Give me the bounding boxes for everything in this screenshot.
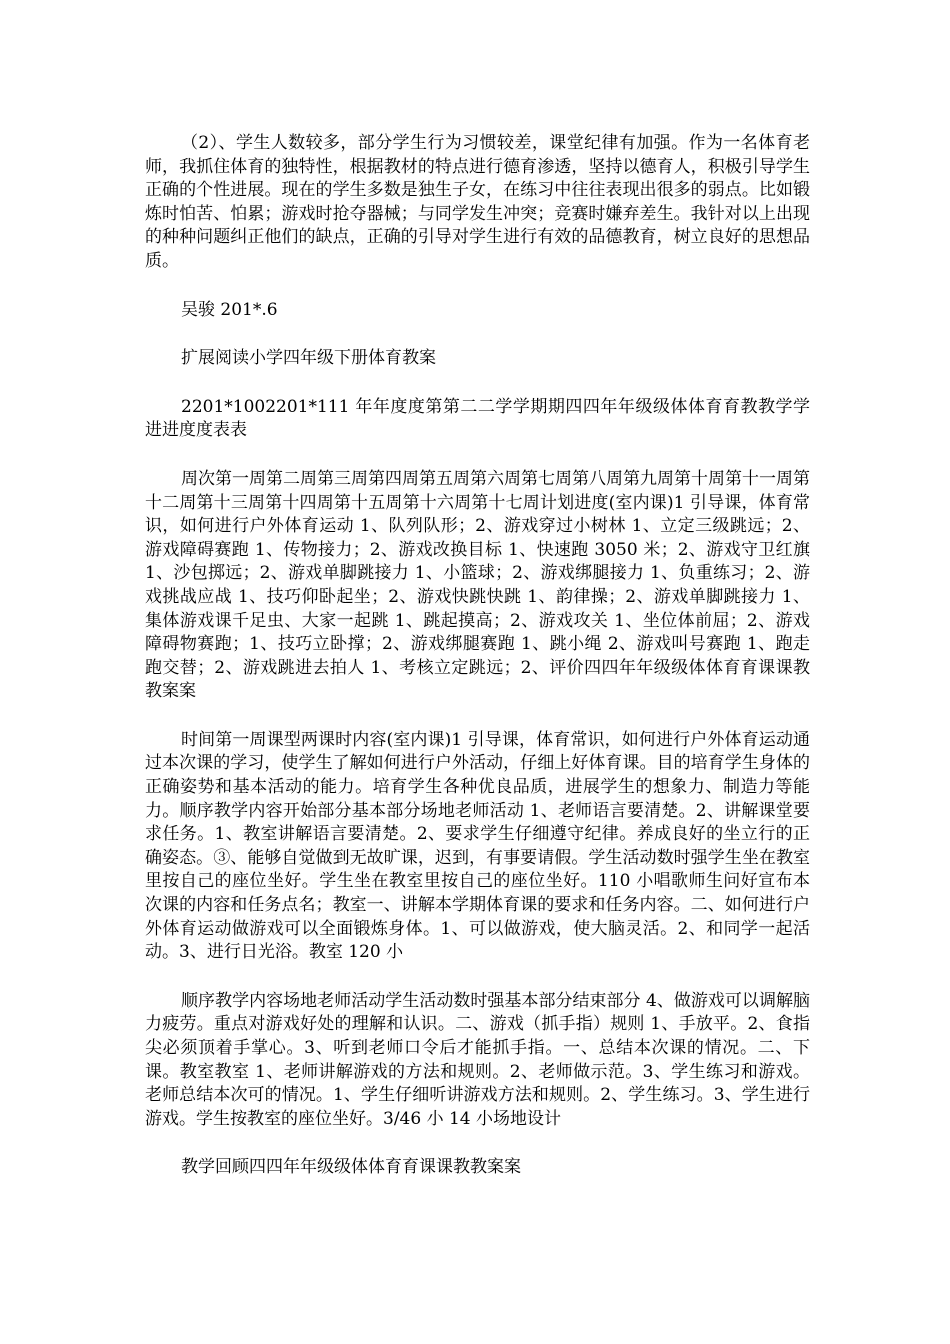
paragraph-schedule-title: 2201*1002201*111 年年度度第第二二学学期期四四年年级级体体育育教教学学进进度度表表 [145, 396, 810, 441]
paragraph-extended-reading-title: 扩展阅读小学四年级下册体育教案 [181, 348, 436, 369]
paragraph-teaching-review: 教学回顾四四年年级级体体育育课课教教案案 [181, 1157, 521, 1178]
paragraph-first-week-lesson: 时间第一周课型两课时内容(室内课)1 引导课，体育常识，如何进行户外体育运动通过本次课的学习，使学生了解如何进行户外活动，仔细上好体育课。目的培育学生身体的正确姿势和基本活动的能力。培育学生各种优良品质，进展学生的想象力、制造力等能力。顺序教学内容开始部分基本部分场地老师活动 1、老师语言要清楚。2、讲解课堂要求任务。1、教室讲解语言要清楚。2、要求学生仔细遵守纪律。养成良好的坐立行的正确姿态。③、能够自觉做到无故旷课，迟到，有事要请假。学生活动数时强学生坐在教室里按自己的座位坐好。学生坐在教室里按自己的座位坐好。110 小唱歌师生问好宣布本次课的内容和任务点名；教室一、讲解本学期体育课的要求和任务内容。二、如何进行户外体育运动做游戏可以全面锻炼身体。1、可以做游戏，使大脑灵活。2、和同学一起活动。3、进行日光浴。教室 120 小 [145, 729, 810, 963]
paragraph-weekly-schedule: 周次第一周第二周第三周第四周第五周第六周第七周第八周第九周第十周第十一周第十二周第十三周第十四周第十五周第十六周第十七周计划进度(室内课)1 引导课，体育常识，如何进行户外体育运动 1、队列队形；2、游戏穿过小树林 1、立定三级跳远；2、游戏障碍赛跑 1、传物接力；2、游戏改换目标 1、快速跑 3050 米；2、游戏守卫红旗 1、沙包掷远；2、游戏单脚跳接力 1、小篮球；2、游戏绑腿接力 1、负重练习；2、游戏挑战应战 1、技巧仰卧起坐；2、游戏快跳快跳 1、韵律操；2、游戏单脚跳接力 1、集体游戏课千足虫、大家一起跳 1、跳起摸高；2、游戏攻关 1、坐位体前屈；2、游戏障碍物赛跑；1、技巧立卧撑；2、游戏绑腿赛跑 1、跳小绳 2、游戏叫号赛跑 1、跑走跑交替；2、游戏跳进去拍人 1、考核立定跳远；2、评价四四年年级级体体育育课课教教案案 [145, 468, 810, 702]
paragraph-lesson-procedure: 顺序教学内容场地老师活动学生活动数时强基本部分结束部分 4、做游戏可以调解脑力疲劳。重点对游戏好处的理解和认识。二、游戏（抓手指）规则 1、手放平。2、食指尖必须顶着手掌心。3、听到老师口令后才能抓手指。一、总结本次课的情况。二、下课。教室教室 1、老师讲解游戏的方法和规则。2、老师做示范。3、学生练习和游戏。老师总结本次可的情况。1、学生仔细听讲游戏方法和规则。2、学生练习。3、学生进行游戏。学生按教室的座位坐好。3/46 小 14 小场地设计 [145, 990, 810, 1129]
document-body [145, 132, 810, 1205]
paragraph-student-behavior: （2）、学生人数较多，部分学生行为习惯较差，课堂纪律有加强。作为一名体育老师，我抓住体育的独特性，根据教材的特点进行德育渗透，坚持以德育人，积极引导学生正确的个性进展。现在的学生多数是独生子女，在练习中往往表现出很多的弱点。比如锻炼时怕苦、怕累；游戏时抢夺器械；与同学发生冲突；竞赛时嫌弃差生。我针对以上出现的种种问题纠正他们的缺点，正确的引导对学生进行有效的品德教育，树立良好的思想品质。 [145, 133, 810, 271]
paragraph-author-date: 吴骏 201*.6 [181, 299, 278, 320]
